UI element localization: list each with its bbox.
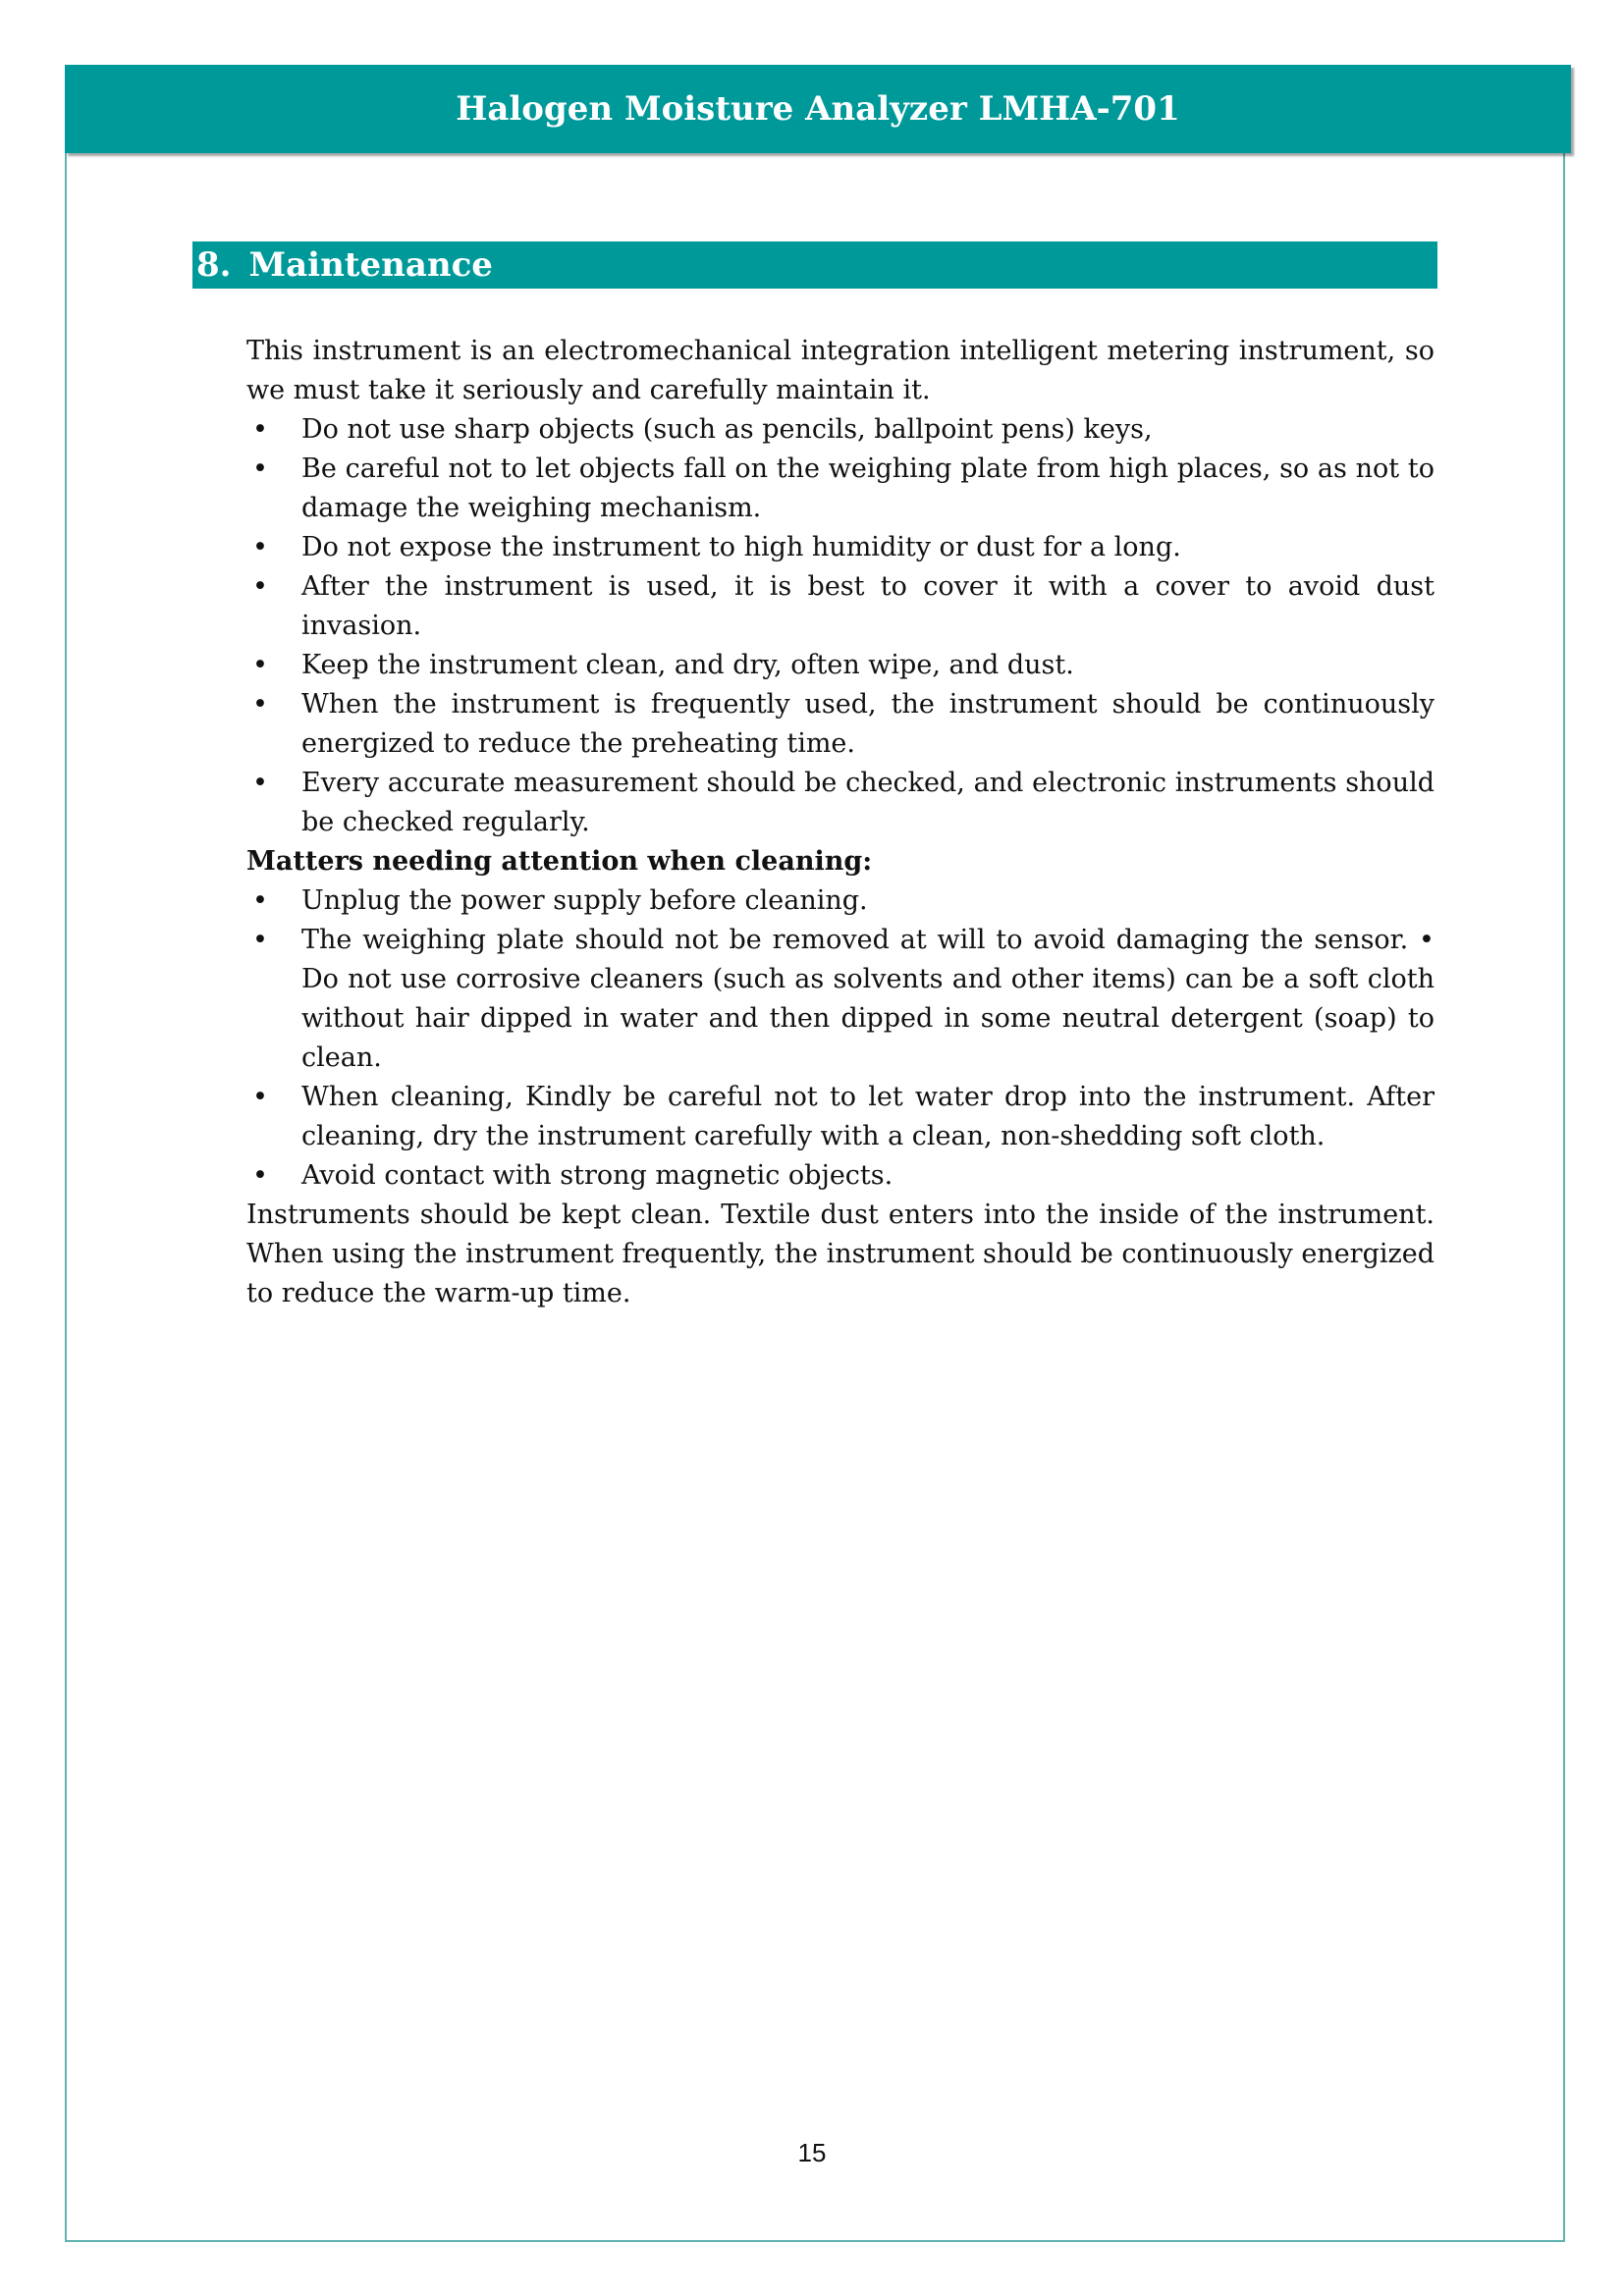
list-item: • Avoid contact with strong magnetic objects. xyxy=(246,1156,1435,1196)
list-item: • When the instrument is frequently used, the instrument should be continuously energized to reduce the preheating time. xyxy=(246,685,1435,764)
section-heading xyxy=(192,241,1437,289)
intro-paragraph: This instrument is an electromechanical integration intelligent metering instrument, so we must take it seriously and carefully maintain it. xyxy=(246,336,1435,405)
page-number: 15 xyxy=(797,2138,827,2167)
section-body xyxy=(246,332,1435,1313)
bullet-icon: • xyxy=(252,689,268,720)
list-item: • The weighing plate should not be removed at will to avoid damaging the sensor. • Do not use corrosive cleaners (such as solvents and other items) can be a soft cloth without hair dipped in water and then dipped in some neutral detergent (soap) to clean. xyxy=(246,921,1435,1078)
list-item: • When cleaning, Kindly be careful not to let water drop into the instrument. After cleaning, dry the instrument carefully with a clean, non-shedding soft cloth. xyxy=(246,1078,1435,1156)
list-item: • Unplug the power supply before cleaning. xyxy=(246,881,1435,921)
list-item: • Be careful not to let objects fall on the weighing plate from high places, so as not to damage the weighing mechanism. xyxy=(246,450,1435,528)
bullet-icon: • xyxy=(252,885,268,916)
bullet-icon: • xyxy=(252,768,268,798)
bullet-icon: • xyxy=(252,414,268,445)
section-title: Maintenance xyxy=(248,245,493,285)
bullet-icon: • xyxy=(252,571,268,602)
closing-paragraph: Instruments should be kept clean. Textile dust enters into the inside of the instrument. When using the instrument frequently, the instrument should be continuously energized to reduce the warm-up time. xyxy=(246,1200,1435,1308)
list-item: • Do not expose the instrument to high humidity or dust for a long. xyxy=(246,528,1435,567)
list-item: • Do not use sharp objects (such as pencils, ballpoint pens) keys, xyxy=(246,410,1435,450)
maintenance-list xyxy=(246,410,1435,842)
bullet-icon: • xyxy=(252,532,268,562)
document-header xyxy=(65,65,1571,153)
bullet-icon: • xyxy=(252,1082,268,1112)
cleaning-heading: Matters needing attention when cleaning: xyxy=(246,846,873,877)
bullet-icon: • xyxy=(252,925,268,955)
bullet-icon: • xyxy=(252,650,268,680)
list-item: • Every accurate measurement should be checked, and electronic instruments should be checked regularly. xyxy=(246,764,1435,842)
document-title: Halogen Moisture Analyzer LMHA-701 xyxy=(456,89,1180,129)
list-item: • After the instrument is used, it is best to cover it with a cover to avoid dust invasion. xyxy=(246,567,1435,646)
list-item: • Keep the instrument clean, and dry, often wipe, and dust. xyxy=(246,646,1435,685)
section-number: 8. xyxy=(196,245,232,285)
bullet-icon: • xyxy=(252,1160,268,1191)
bullet-icon: • xyxy=(252,454,268,484)
cleaning-list xyxy=(246,881,1435,1196)
